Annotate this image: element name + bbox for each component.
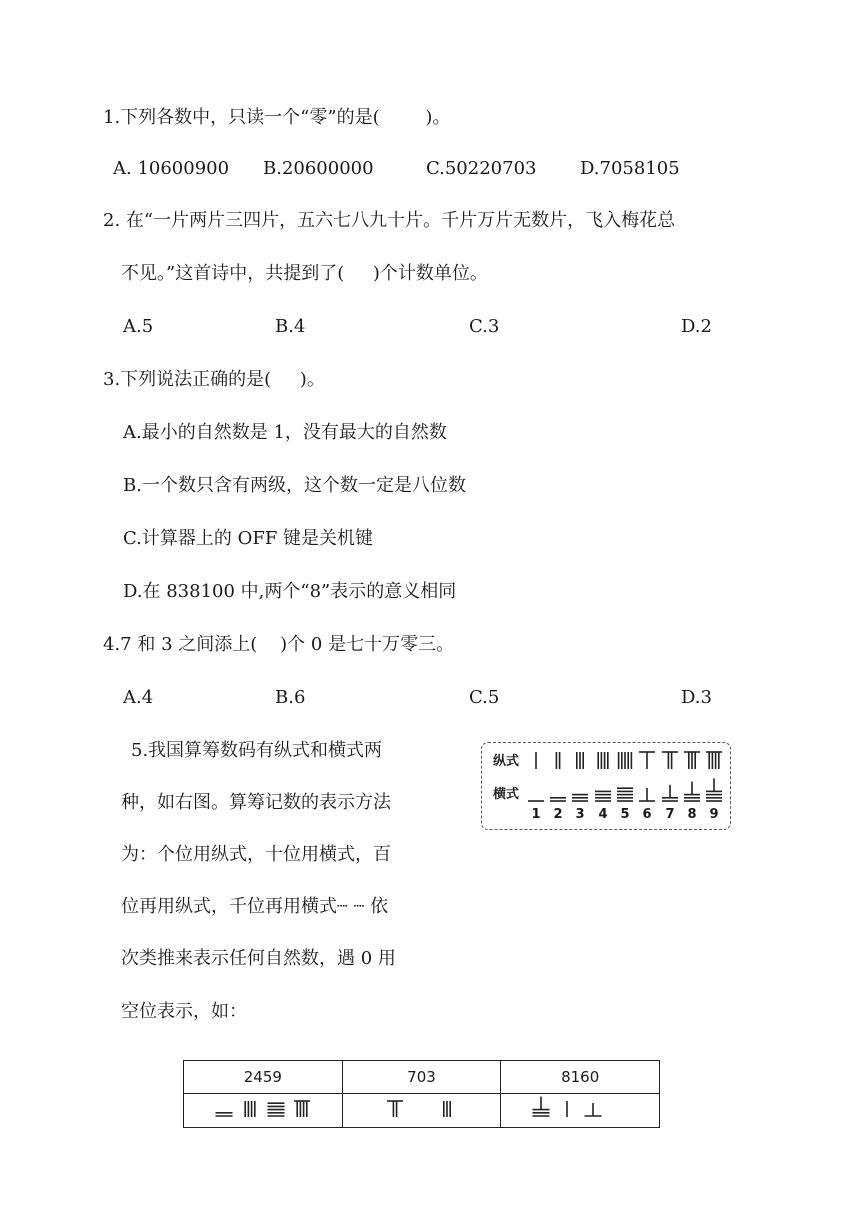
- digit-label: 8: [687, 807, 697, 822]
- example-rod-row: [184, 1094, 660, 1128]
- q5-line1: 我国算筹数码有纵式和横式两: [148, 740, 382, 761]
- horizontal-form-label: 横式: [493, 787, 520, 802]
- q2-option-b: B.4: [275, 316, 306, 337]
- vertical-form-label: 纵式: [493, 754, 520, 769]
- q2-option-c: C.3: [469, 316, 500, 337]
- digit-label: 2: [553, 807, 563, 822]
- q3-stem: 3.下列说法正确的是( )。: [103, 369, 325, 390]
- q2-stem-line2: 不见。”这首诗中，共提到了( )个计数单位。: [121, 263, 488, 284]
- q5-line6: 空位表示，如：: [121, 1001, 247, 1022]
- digit-label: 6: [642, 807, 652, 822]
- digit-label: 9: [709, 807, 719, 822]
- example-number: 8160: [501, 1061, 660, 1094]
- q2-option-d: D.2: [681, 316, 712, 337]
- q4-option-c: C.5: [469, 687, 500, 708]
- q1-option-a: A. 10600900: [113, 158, 230, 179]
- rods-2459: [188, 1094, 338, 1122]
- example-number: 703: [342, 1061, 501, 1094]
- rods-8160: [505, 1094, 655, 1122]
- q3-option-c: C.计算器上的 OFF 键是关机键: [123, 528, 374, 549]
- rod-numeral-panel: [481, 742, 731, 830]
- q4-option-a: A.4: [123, 687, 154, 708]
- q3-option-b: B.一个数只含有两级，这个数一定是八位数: [123, 475, 466, 496]
- q1-option-d: D.7058105: [580, 158, 680, 179]
- digit-label: 3: [575, 807, 585, 822]
- q3-option-a: A.最小的自然数是 1，没有最大的自然数: [123, 422, 447, 443]
- q2-option-a: A.5: [123, 316, 154, 337]
- q5-line5: 次类推来表示任何自然数，遇 0 用: [121, 948, 396, 969]
- q3-option-d: D.在 838100 中,两个“8”表示的意义相同: [123, 581, 457, 602]
- example-number-row: [184, 1061, 660, 1094]
- digit-label: 7: [665, 807, 675, 822]
- q5-line4: 位再用纵式，千位再用横式┈ ┈ 依: [121, 896, 389, 917]
- rods-703: [346, 1094, 496, 1122]
- rod-cell: [184, 1094, 343, 1128]
- digit-label: 4: [598, 807, 608, 822]
- q1-stem: 1.下列各数中，只读一个“零”的是( )。: [103, 107, 451, 128]
- q5-line3: 为：个位用纵式，十位用横式，百: [121, 844, 391, 865]
- q5-number: 5.: [131, 740, 149, 761]
- rod-example-table: [183, 1060, 660, 1128]
- q4-stem: 4.7 和 3 之间添上( )个 0 是七十万零三。: [103, 634, 455, 655]
- q4-option-b: B.6: [275, 687, 306, 708]
- example-number: 2459: [184, 1061, 343, 1094]
- rod-cell: [342, 1094, 501, 1128]
- q5-line2: 种，如右图。算筹记数的表示方法: [121, 792, 391, 813]
- q1-option-c: C.50220703: [426, 158, 537, 179]
- q4-option-d: D.3: [681, 687, 712, 708]
- q2-stem-line1: 2. 在“一片两片三四片，五六七八九十片。千片万片无数片，飞入梅花总: [103, 210, 676, 231]
- digit-label: 5: [620, 807, 630, 822]
- digit-label: 1: [531, 807, 541, 822]
- q1-option-b: B.20600000: [263, 158, 374, 179]
- rod-cell: [501, 1094, 660, 1128]
